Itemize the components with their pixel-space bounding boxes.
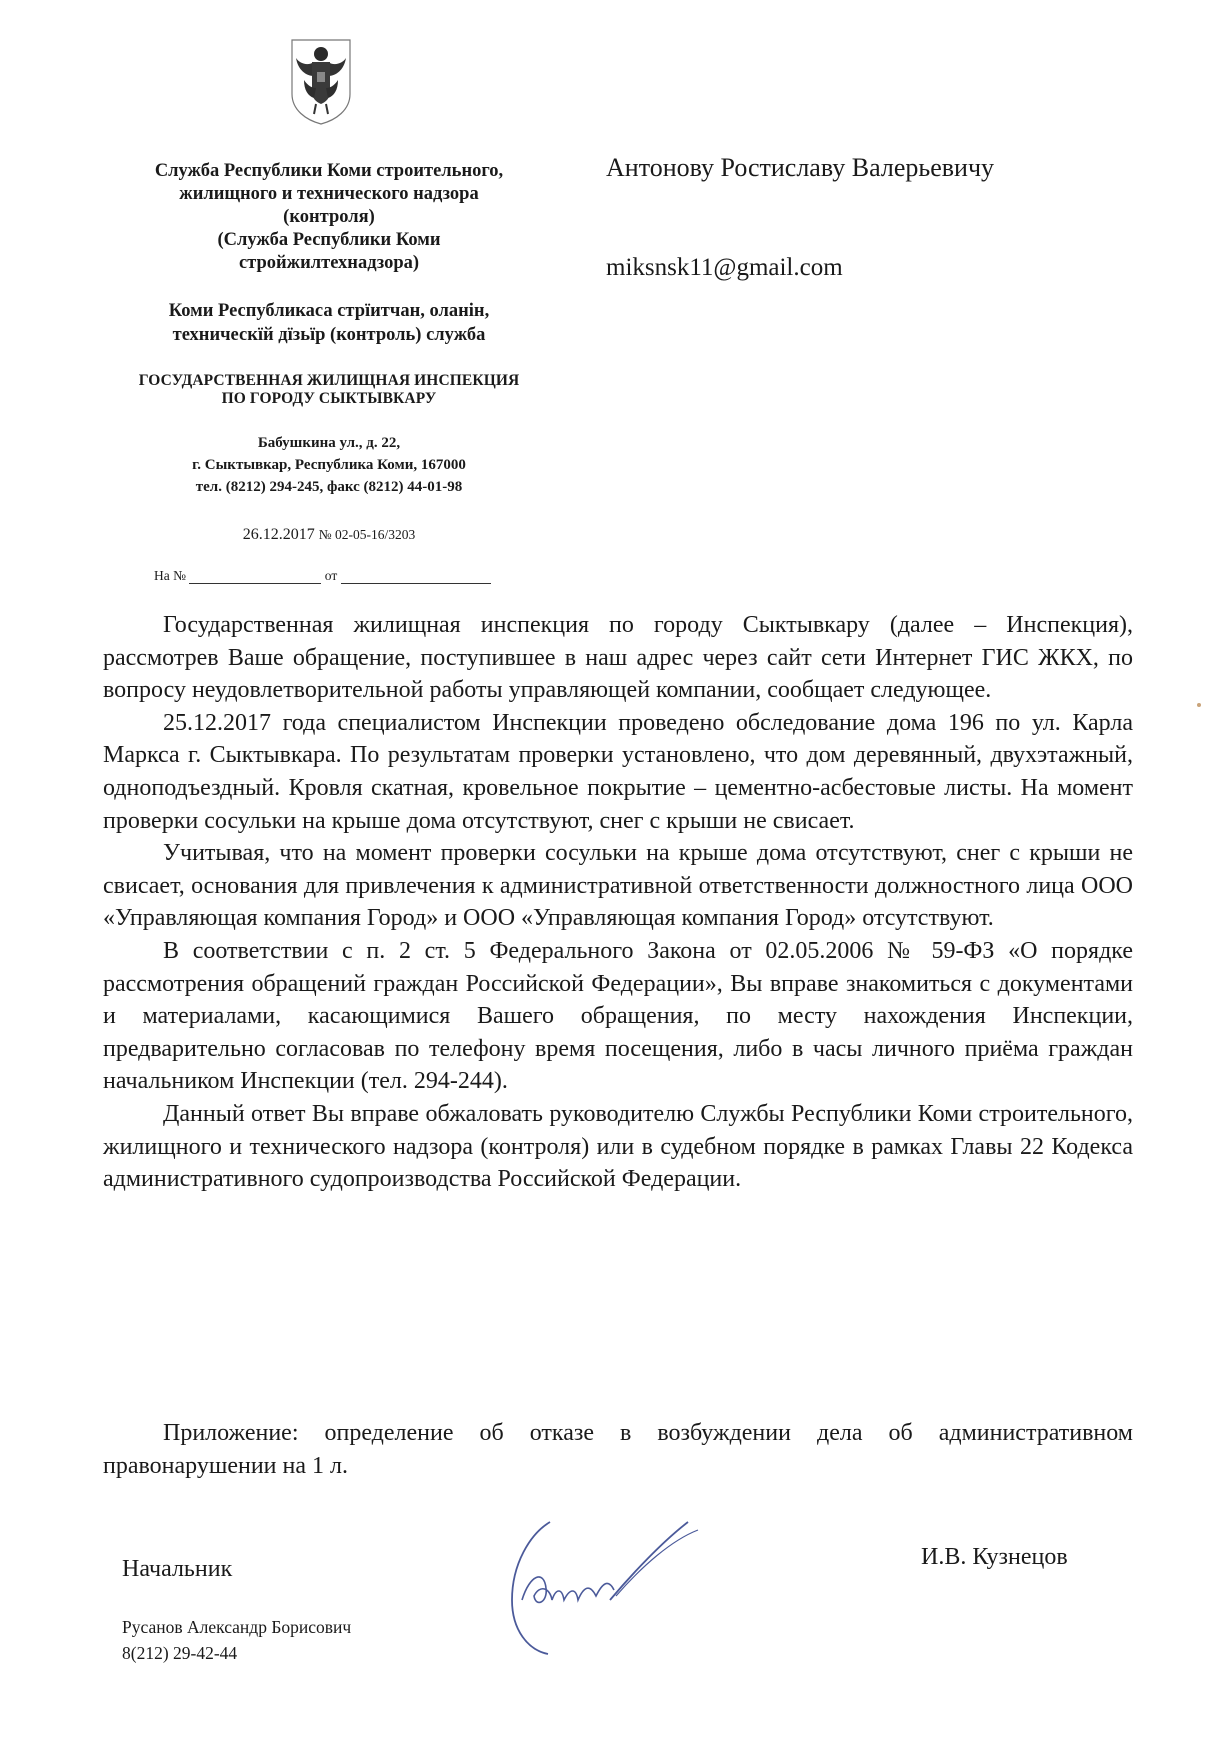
ref-from: от	[324, 568, 338, 583]
handwritten-signature-icon	[492, 1504, 742, 1664]
address-line: Бабушкина ул., д. 22,	[257, 435, 401, 451]
ref-date-blank	[341, 569, 491, 584]
body-paragraph: 25.12.2017 года специалистом Инспекции проведено обследование дома 196 по ул. Карла Маркса г. Сыктывкара. По результатам проверки установлено, что дом деревянный, двухэтажный, одноподъездный. Кровля скатная, кровельное покрытие – цементно-асбестовые листы. На момент проверки сосульки на крыше дома отсутствуют, снег с крыши не свисает.	[103, 709, 1133, 834]
executor-phone: 8(212) 29-42-44	[122, 1643, 238, 1663]
org-komi-line: техническїй дїзьїр (контроль) служба	[172, 325, 486, 345]
sub-org-line: ПО ГОРОДУ СЫКТЫВКАРУ	[221, 390, 437, 407]
org-name	[96, 160, 562, 275]
org-name-line: (контроля)	[283, 207, 375, 227]
address-line: г. Сыктывкар, Республика Коми, 167000	[192, 457, 466, 473]
reg-number: № 02-05-16/3203	[318, 527, 416, 542]
recipient-name: Антонову Ростиславу Валерьевичу	[606, 153, 995, 182]
body-paragraph: В соответствии с п. 2 ст. 5 Федерального Закона от 02.05.2006 № 59-ФЗ «О порядке рассмотрения обращений граждан Российской Федерации», Вы вправе знакомиться с документами и материалами, касающимися Вашего обращения, по месту нахождения Инспекции, предварительно согласовав по телефону время посещения, либо в часы личного приёма граждан начальником Инспекции (тел. 294-244).	[103, 937, 1133, 1095]
signatory-title: Начальник	[122, 1556, 233, 1582]
body-paragraph: Государственная жилищная инспекция по городу Сыктывкару (далее – Инспекция), рассмотрев Ваше обращение, поступившее в наш адрес через сайт сети Интернет ГИС ЖКХ, по вопросу неудовлетворительной работы управляющей компании, сообщает следующее.	[103, 612, 1133, 704]
body-paragraph: Данный ответ Вы вправе обжаловать руководителю Службы Республики Коми строительного, жилищного и технического надзора (контроля) или в судебном порядке в рамках Главы 22 Кодекса административного судопроизводства Российской Федерации.	[103, 1100, 1133, 1193]
attachment-note: Приложение: определение об отказе в возбуждении дела об административном правонарушении на 1 л.	[103, 1420, 1133, 1479]
ref-number-blank	[189, 569, 321, 584]
reference-line	[154, 568, 534, 584]
sub-organization	[96, 372, 562, 408]
ref-prefix: На №	[154, 568, 186, 583]
executor-name: Русанов Александр Борисович	[122, 1617, 352, 1637]
letter-body	[103, 609, 1133, 1196]
signatory-name: И.В. Кузнецов	[921, 1544, 1068, 1570]
org-name-line: жилищного и технического надзора	[179, 184, 479, 204]
org-address	[96, 432, 562, 498]
reg-date: 26.12.2017	[242, 526, 315, 543]
org-name-komi	[96, 299, 562, 347]
registration-line	[96, 526, 562, 544]
scan-speck	[1197, 703, 1201, 707]
address-line: тел. (8212) 294-245, факс (8212) 44-01-98	[195, 479, 463, 495]
body-paragraph: Учитывая, что на момент проверки сосульки на крыше дома отсутствуют, снег с крыши не свисает, основания для привлечения к административной ответственности должностного лица ООО «Управляющая компания Город» и ООО «Управляющая компания Город» отсутствуют.	[103, 840, 1133, 932]
recipient-email: miksnsk11@gmail.com	[606, 254, 843, 281]
sub-org-line: ГОСУДАРСТВЕННАЯ ЖИЛИЩНАЯ ИНСПЕКЦИЯ	[138, 372, 520, 389]
org-name-line: (Служба Республики Коми	[217, 230, 441, 250]
org-name-line: Служба Республики Коми строительного,	[154, 161, 504, 181]
sender-organization-block	[96, 160, 562, 544]
komi-coat-of-arms-icon	[286, 36, 356, 126]
org-name-line: стройжилтехнадзора)	[238, 253, 420, 273]
org-komi-line: Коми Республикаса стрїитчан, оланін,	[168, 301, 490, 321]
